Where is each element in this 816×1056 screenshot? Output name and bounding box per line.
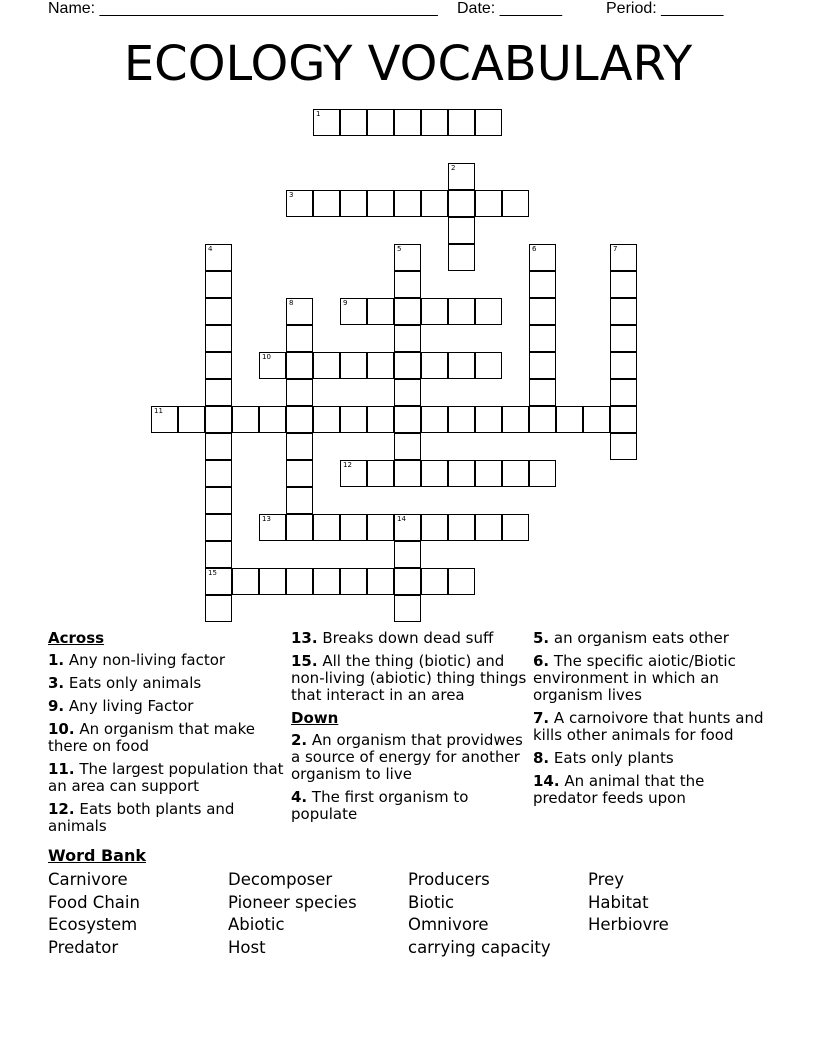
crossword-cell[interactable] [448, 352, 475, 379]
crossword-cell[interactable] [610, 244, 637, 271]
crossword-cell[interactable] [340, 514, 367, 541]
crossword-cell[interactable] [205, 460, 232, 487]
crossword-cell[interactable] [205, 352, 232, 379]
word-bank-item: Producers [408, 870, 490, 889]
crossword-cell[interactable] [340, 568, 367, 595]
crossword-cell[interactable] [610, 271, 637, 298]
crossword-cell[interactable] [421, 514, 448, 541]
across-clues-column-1 [48, 630, 284, 841]
crossword-cell[interactable] [394, 541, 421, 568]
crossword-cell[interactable] [448, 298, 475, 325]
crossword-cell[interactable] [286, 379, 313, 406]
crossword-cell[interactable] [367, 406, 394, 433]
crossword-cell[interactable] [205, 271, 232, 298]
crossword-cell[interactable] [448, 109, 475, 136]
crossword-cell[interactable] [340, 298, 367, 325]
crossword-cell[interactable] [394, 325, 421, 352]
crossword-cell[interactable] [232, 406, 259, 433]
down-clues-column-3 [533, 630, 773, 813]
crossword-cell[interactable] [394, 244, 421, 271]
crossword-cell[interactable] [421, 460, 448, 487]
clue-across-15: 15. All the thing (biotic) and non-living (abiotic) thing things that interact in an area [291, 652, 527, 704]
cell-number: 4 [208, 245, 213, 253]
crossword-cell[interactable] [340, 352, 367, 379]
crossword-cell[interactable] [232, 568, 259, 595]
crossword-cell[interactable] [394, 514, 421, 541]
word-bank-item: Pioneer species [228, 892, 357, 912]
cell-number: 12 [343, 461, 352, 469]
crossword-cell[interactable] [475, 514, 502, 541]
crossword-cell[interactable] [421, 190, 448, 217]
clue-across-3: 3. Eats only animals [48, 674, 202, 692]
word-bank-item: Predator [48, 938, 119, 958]
crossword-cell[interactable] [367, 568, 394, 595]
clue-across-9: 9. Any living Factor [48, 697, 194, 715]
crossword-cell[interactable] [448, 460, 475, 487]
cell-number: 6 [532, 245, 537, 253]
crossword-cell[interactable] [610, 379, 637, 406]
crossword-cell[interactable] [529, 460, 556, 487]
word-bank-item: Herbiovre [588, 915, 669, 935]
crossword-cell[interactable] [394, 406, 421, 433]
word-bank-column-1 [48, 869, 140, 960]
crossword-cell[interactable] [205, 541, 232, 568]
word-bank-item: Ecosystem [48, 915, 138, 935]
crossword-cell[interactable] [367, 109, 394, 136]
crossword-cell[interactable] [421, 568, 448, 595]
crossword-cell[interactable] [313, 568, 340, 595]
word-bank-item: Prey [588, 870, 624, 889]
crossword-cell[interactable] [205, 514, 232, 541]
crossword-cell[interactable] [610, 433, 637, 460]
crossword-cell[interactable] [610, 406, 637, 433]
crossword-cell[interactable] [286, 568, 313, 595]
crossword-cell[interactable] [259, 514, 286, 541]
word-bank-heading: Word Bank [48, 846, 147, 865]
clue-across-13: 13. Breaks down dead suff [291, 629, 494, 647]
crossword-cell[interactable] [394, 298, 421, 325]
crossword-cell[interactable] [205, 487, 232, 514]
crossword-cell[interactable] [286, 487, 313, 514]
word-bank-column-2 [228, 869, 357, 960]
crossword-cell[interactable] [205, 325, 232, 352]
crossword-cell[interactable] [529, 244, 556, 271]
across-heading: Across [48, 629, 105, 647]
crossword-cell[interactable] [286, 433, 313, 460]
crossword-cell[interactable] [205, 595, 232, 622]
crossword-cell[interactable] [205, 244, 232, 271]
cell-number: 11 [154, 407, 163, 415]
word-bank-column-4 [588, 869, 669, 937]
crossword-cell[interactable] [394, 379, 421, 406]
crossword-cell[interactable] [313, 352, 340, 379]
crossword-cell[interactable] [367, 298, 394, 325]
crossword-cell[interactable] [313, 109, 340, 136]
cell-number: 10 [262, 353, 271, 361]
cell-number: 3 [289, 191, 294, 199]
crossword-cell[interactable] [205, 298, 232, 325]
crossword-cell[interactable] [529, 325, 556, 352]
word-bank-item: Carnivore [48, 870, 128, 889]
crossword-cell[interactable] [340, 460, 367, 487]
cell-number: 2 [451, 164, 456, 172]
crossword-cell[interactable] [367, 190, 394, 217]
crossword-cell[interactable] [205, 568, 232, 595]
crossword-cell[interactable] [313, 406, 340, 433]
crossword-cell[interactable] [475, 460, 502, 487]
word-bank-item: Food Chain [48, 892, 140, 912]
crossword-cell[interactable] [205, 379, 232, 406]
crossword-cell[interactable] [313, 514, 340, 541]
crossword-cell[interactable] [394, 460, 421, 487]
cell-number: 15 [208, 569, 217, 577]
crossword-cell[interactable] [394, 271, 421, 298]
crossword-cell[interactable] [259, 406, 286, 433]
crossword-cell[interactable] [475, 352, 502, 379]
crossword-cell[interactable] [448, 514, 475, 541]
crossword-cell[interactable] [610, 352, 637, 379]
crossword-cell[interactable] [286, 298, 313, 325]
crossword-cell[interactable] [475, 406, 502, 433]
word-bank-item: Omnivore [408, 915, 489, 935]
crossword-cell[interactable] [421, 298, 448, 325]
cell-number: 5 [397, 245, 402, 253]
clue-down-7: 7. A carnoivore that hunts and kills other animals for food [533, 709, 764, 744]
crossword-cell[interactable] [502, 406, 529, 433]
crossword-cell[interactable] [367, 460, 394, 487]
crossword-cell[interactable] [475, 298, 502, 325]
crossword-cell[interactable] [529, 271, 556, 298]
crossword-cell[interactable] [367, 352, 394, 379]
down-heading: Down [291, 709, 339, 727]
crossword-cell[interactable] [259, 568, 286, 595]
clue-down-8: 8. Eats only plants [533, 749, 674, 767]
crossword-cell[interactable] [286, 406, 313, 433]
cell-number: 14 [397, 515, 406, 523]
page-title: ECOLOGY VOCABULARY [123, 36, 693, 92]
clue-down-5: 5. an organism eats other [533, 629, 729, 647]
clue-down-6: 6. The specific aiotic/Biotic environment in which an organism lives [533, 652, 736, 704]
clues-column-2 [291, 630, 527, 829]
crossword-cell[interactable] [286, 460, 313, 487]
crossword-cell[interactable] [610, 325, 637, 352]
crossword-cell[interactable] [475, 190, 502, 217]
crossword-cell[interactable] [394, 568, 421, 595]
word-bank-item: Decomposer [228, 870, 333, 889]
crossword-cell[interactable] [502, 460, 529, 487]
word-bank-item: Habitat [588, 892, 649, 912]
word-bank-column-3 [408, 869, 551, 960]
crossword-cell[interactable] [583, 406, 610, 433]
crossword-cell[interactable] [448, 163, 475, 190]
cell-number: 1 [316, 110, 321, 118]
crossword-cell[interactable] [421, 352, 448, 379]
cell-number: 7 [613, 245, 618, 253]
crossword-cell[interactable] [286, 352, 313, 379]
crossword-cell[interactable] [394, 595, 421, 622]
crossword-cell[interactable] [394, 109, 421, 136]
cell-number: 8 [289, 299, 294, 307]
clue-across-1: 1. Any non-living factor [48, 651, 226, 669]
crossword-cell[interactable] [205, 433, 232, 460]
clue-down-4: 4. The first organism to populate [291, 788, 469, 823]
crossword-cell[interactable] [340, 109, 367, 136]
clue-down-2: 2. An organism that providwes a source of energy for another organism to live [291, 731, 523, 783]
clue-across-11: 11. The largest population that an area can support [48, 760, 284, 795]
crossword-cell[interactable] [313, 190, 340, 217]
word-bank-item: Host [228, 938, 266, 958]
clue-across-10: 10. An organism that make there on food [48, 720, 255, 755]
crossword-cell[interactable] [421, 406, 448, 433]
crossword-cell[interactable] [151, 406, 178, 433]
crossword-cell[interactable] [529, 298, 556, 325]
crossword-cell[interactable] [340, 190, 367, 217]
crossword-cell[interactable] [475, 109, 502, 136]
crossword-cell[interactable] [178, 406, 205, 433]
crossword-cell[interactable] [448, 406, 475, 433]
crossword-cell[interactable] [394, 190, 421, 217]
crossword-cell[interactable] [421, 109, 448, 136]
crossword-cell[interactable] [259, 352, 286, 379]
word-bank-item: Abiotic [228, 915, 285, 935]
crossword-cell[interactable] [394, 352, 421, 379]
word-bank-item: carrying capacity [408, 938, 551, 958]
crossword-cell[interactable] [502, 190, 529, 217]
cell-number: 13 [262, 515, 271, 523]
date-field-label: Date: _______ [457, 0, 562, 17]
crossword-cell[interactable] [448, 217, 475, 244]
crossword-cell[interactable] [205, 406, 232, 433]
crossword-cell[interactable] [286, 514, 313, 541]
word-bank-item: Biotic [408, 892, 455, 912]
crossword-cell[interactable] [529, 379, 556, 406]
crossword-cell[interactable] [448, 190, 475, 217]
crossword-cell[interactable] [610, 298, 637, 325]
crossword-cell[interactable] [529, 406, 556, 433]
name-field-label: Name: ______________________________________ [48, 0, 438, 17]
crossword-cell[interactable] [394, 433, 421, 460]
crossword-cell[interactable] [340, 406, 367, 433]
crossword-cell[interactable] [286, 325, 313, 352]
period-field-label: Period: _______ [606, 0, 724, 17]
crossword-cell[interactable] [286, 190, 313, 217]
crossword-cell[interactable] [556, 406, 583, 433]
crossword-cell[interactable] [502, 514, 529, 541]
clue-across-12: 12. Eats both plants and animals [48, 800, 235, 835]
crossword-cell[interactable] [448, 568, 475, 595]
cell-number: 9 [343, 299, 348, 307]
crossword-cell[interactable] [448, 244, 475, 271]
clue-down-14: 14. An animal that the predator feeds upon [533, 772, 705, 807]
crossword-cell[interactable] [529, 352, 556, 379]
crossword-cell[interactable] [367, 514, 394, 541]
